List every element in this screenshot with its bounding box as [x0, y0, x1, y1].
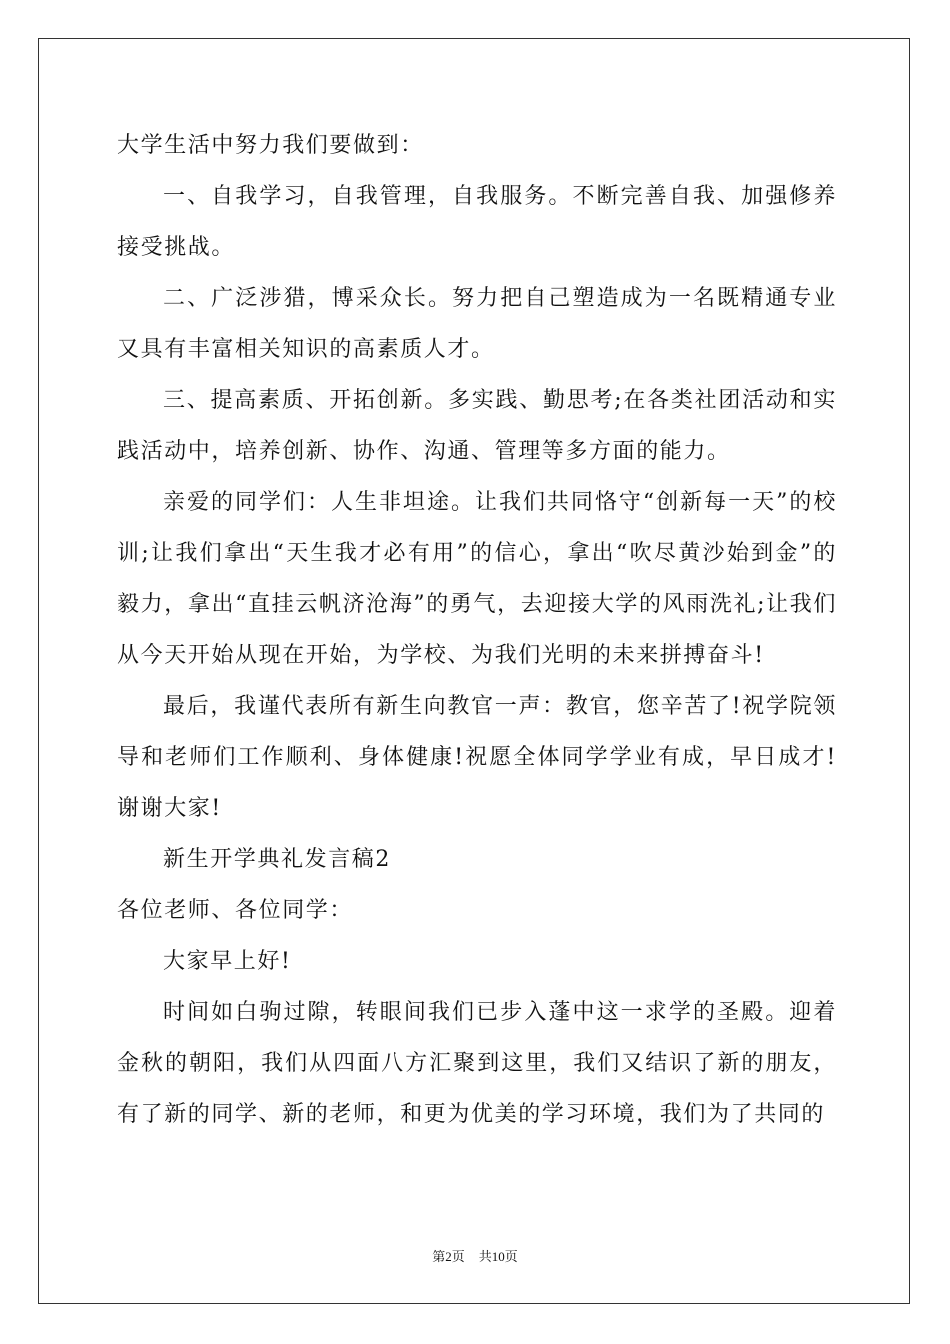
paragraph-salutation: 各位老师、各位同学： — [117, 898, 354, 923]
paragraph-point-three: 三、提高素质、开拓创新。多实践、勤思考;在各类社团活动和实践活动中，培养创新、协作、沟通、管理等多方面的能力。 — [117, 388, 837, 464]
page-number: 第2页 — [432, 1249, 465, 1264]
document-body — [117, 120, 837, 1140]
paragraph-greeting: 大家早上好! — [163, 949, 292, 974]
paragraph-point-one: 一、自我学习，自我管理，自我服务。不断完善自我、加强修养接受挑战。 — [117, 184, 837, 260]
page-total: 共10页 — [478, 1249, 518, 1264]
paragraph-point-two: 二、广泛涉猎，博采众长。努力把自己塑造成为一名既精通专业又具有丰富相关知识的高素质人才。 — [117, 286, 837, 362]
paragraph-intro: 大学生活中努力我们要做到： — [117, 133, 424, 158]
paragraph-time-flies: 时间如白驹过隙，转眼间我们已步入蓬中这一求学的圣殿。迎着金秋的朝阳，我们从四面八方汇聚到这里，我们又结识了新的朋友，有了新的同学、新的老师，和更为优美的学习环境，我们为了共同的 — [117, 1000, 837, 1127]
paragraph-closing: 最后，我谨代表所有新生向教官一声：教官，您辛苦了!祝学院领导和老师们工作顺利、身体健康!祝愿全体同学学业有成，早日成才!谢谢大家! — [117, 694, 837, 821]
section-title: 新生开学典礼发言稿2 — [163, 847, 391, 872]
page-footer — [0, 1248, 950, 1266]
paragraph-dear-students: 亲爱的同学们：人生非坦途。让我们共同恪守“创新每一天”的校训;让我们拿出“天生我才必有用”的信心，拿出“吹尽黄沙始到金”的毅力，拿出“直挂云帆济沧海”的勇气，去迎接大学的风雨洗礼;让我们从今天开始从现在开始，为学校、为我们光明的未来拼搏奋斗! — [117, 490, 837, 668]
